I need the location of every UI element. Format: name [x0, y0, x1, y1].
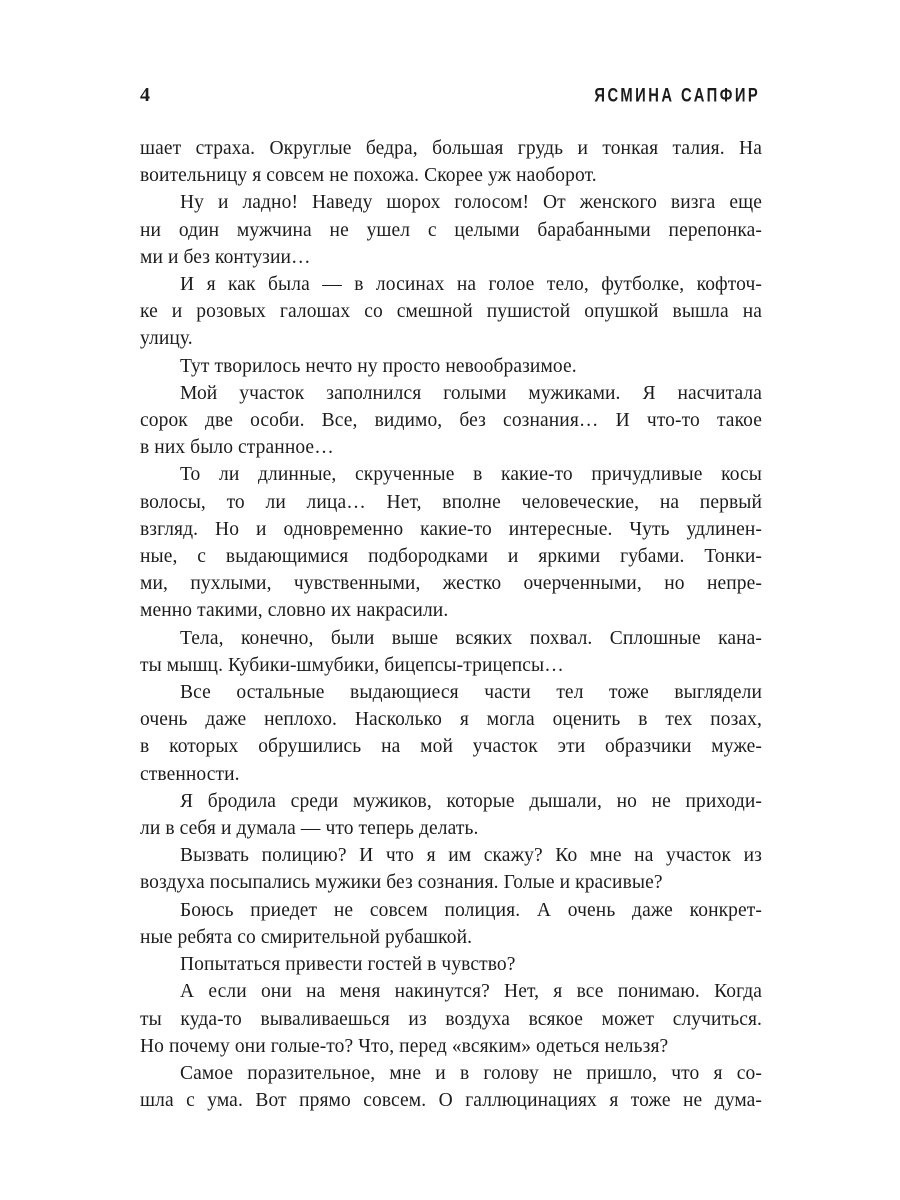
paragraph — [140, 353, 762, 380]
text-line: ли в себя и думала — что теперь делать. — [140, 818, 479, 840]
text-line: ные ребята со смирительной рубашкой. — [140, 926, 473, 948]
text-line: Но почему они голые-то? Что, перед «всяким» одеться нельзя? — [140, 1035, 669, 1057]
text-line: волосы, то ли лица… Нет, вполне человеческие, на первый — [140, 491, 762, 513]
text-line: Ну и ладно! Наведу шорох голосом! От женского визга еще — [180, 192, 762, 214]
text-line: взгляд. Но и одновременно какие-то интересные. Чуть удлинен- — [140, 518, 762, 540]
text-line: То ли длинные, скрученные в какие-то причудливые косы — [180, 464, 762, 486]
paragraph — [140, 897, 762, 951]
text-line: в которых обрушились на мой участок эти образчики муже- — [140, 736, 762, 758]
text-line: ные, с выдающимися подбородками и яркими губами. Тонки- — [140, 546, 762, 568]
paragraph — [140, 625, 762, 679]
text-line: ми и без контузии… — [140, 246, 311, 268]
paragraph — [140, 679, 762, 788]
text-line: в них было странное… — [140, 437, 334, 459]
text-line: Попытаться привести гостей в чувство? — [180, 954, 516, 976]
text-line: ты мышц. Кубики-шмубики, бицепсы-трицепсы… — [140, 654, 564, 676]
text-line: Мой участок заполнился голыми мужиками. Я насчитала — [180, 382, 762, 404]
paragraph — [140, 380, 762, 462]
text-line: Боюсь приедет не совсем полиция. А очень даже конкрет- — [180, 899, 762, 921]
page-number: 4 — [140, 84, 150, 106]
text-line: Все остальные выдающиеся части тел тоже выглядели — [180, 682, 762, 704]
paragraph — [140, 461, 762, 624]
page-header — [140, 84, 760, 108]
text-line: ственности. — [140, 763, 240, 785]
text-line: Тела, конечно, были выше всяких похвал. Сплошные кана- — [180, 627, 762, 649]
paragraph — [140, 788, 762, 842]
text-line: сорок две особи. Все, видимо, без сознания… И что-то такое — [140, 410, 762, 432]
text-line: Самое поразительное, мне и в голову не пришло, что я со- — [180, 1062, 762, 1084]
text-line: ты куда-то вываливаешься из воздуха всякое может случиться. — [140, 1008, 762, 1030]
paragraph — [140, 951, 762, 978]
paragraph — [140, 271, 762, 353]
text-line: шает страха. Округлые бедра, большая грудь и тонкая талия. На — [140, 138, 762, 159]
text-line: очень даже неплохо. Насколько я могла оценить в тех позах, — [140, 709, 762, 731]
author-running-head: ЯСМИНА САПФИР — [594, 84, 760, 106]
text-line: воздуха посыпались мужики без сознания. Голые и красивые? — [140, 872, 663, 894]
page-body — [140, 135, 762, 1114]
text-line: воительницу я совсем не похожа. Скорее уж наоборот. — [140, 165, 597, 187]
text-line: Вызвать полицию? И что я им скажу? Ко мне на участок из — [180, 845, 762, 867]
text-line: И я как была — в лосинах на голое тело, футболке, кофточ- — [180, 274, 762, 296]
paragraph — [140, 1060, 762, 1114]
paragraph — [140, 842, 762, 896]
paragraph — [140, 978, 762, 1060]
text-line: шла с ума. Вот прямо совсем. О галлюцинациях я тоже не дума- — [140, 1090, 762, 1112]
paragraph — [140, 135, 762, 189]
text-line: улицу. — [140, 328, 193, 350]
text-line: ми, пухлыми, чувственными, жестко очерченными, но непре- — [140, 573, 762, 595]
text-line: менно такими, словно их накрасили. — [140, 600, 449, 622]
text-line: Тут творилось нечто ну просто невообразимое. — [180, 355, 577, 377]
text-line: ни один мужчина не ушел с целыми барабанными перепонка- — [140, 219, 762, 241]
text-line: Я бродила среди мужиков, которые дышали, но не приходи- — [180, 790, 762, 812]
text-line: А если они на меня накинутся? Нет, я все понимаю. Когда — [180, 981, 762, 1003]
text-line: ке и розовых галошах со смешной пушистой опушкой вышла на — [140, 301, 762, 323]
paragraph — [140, 189, 762, 271]
